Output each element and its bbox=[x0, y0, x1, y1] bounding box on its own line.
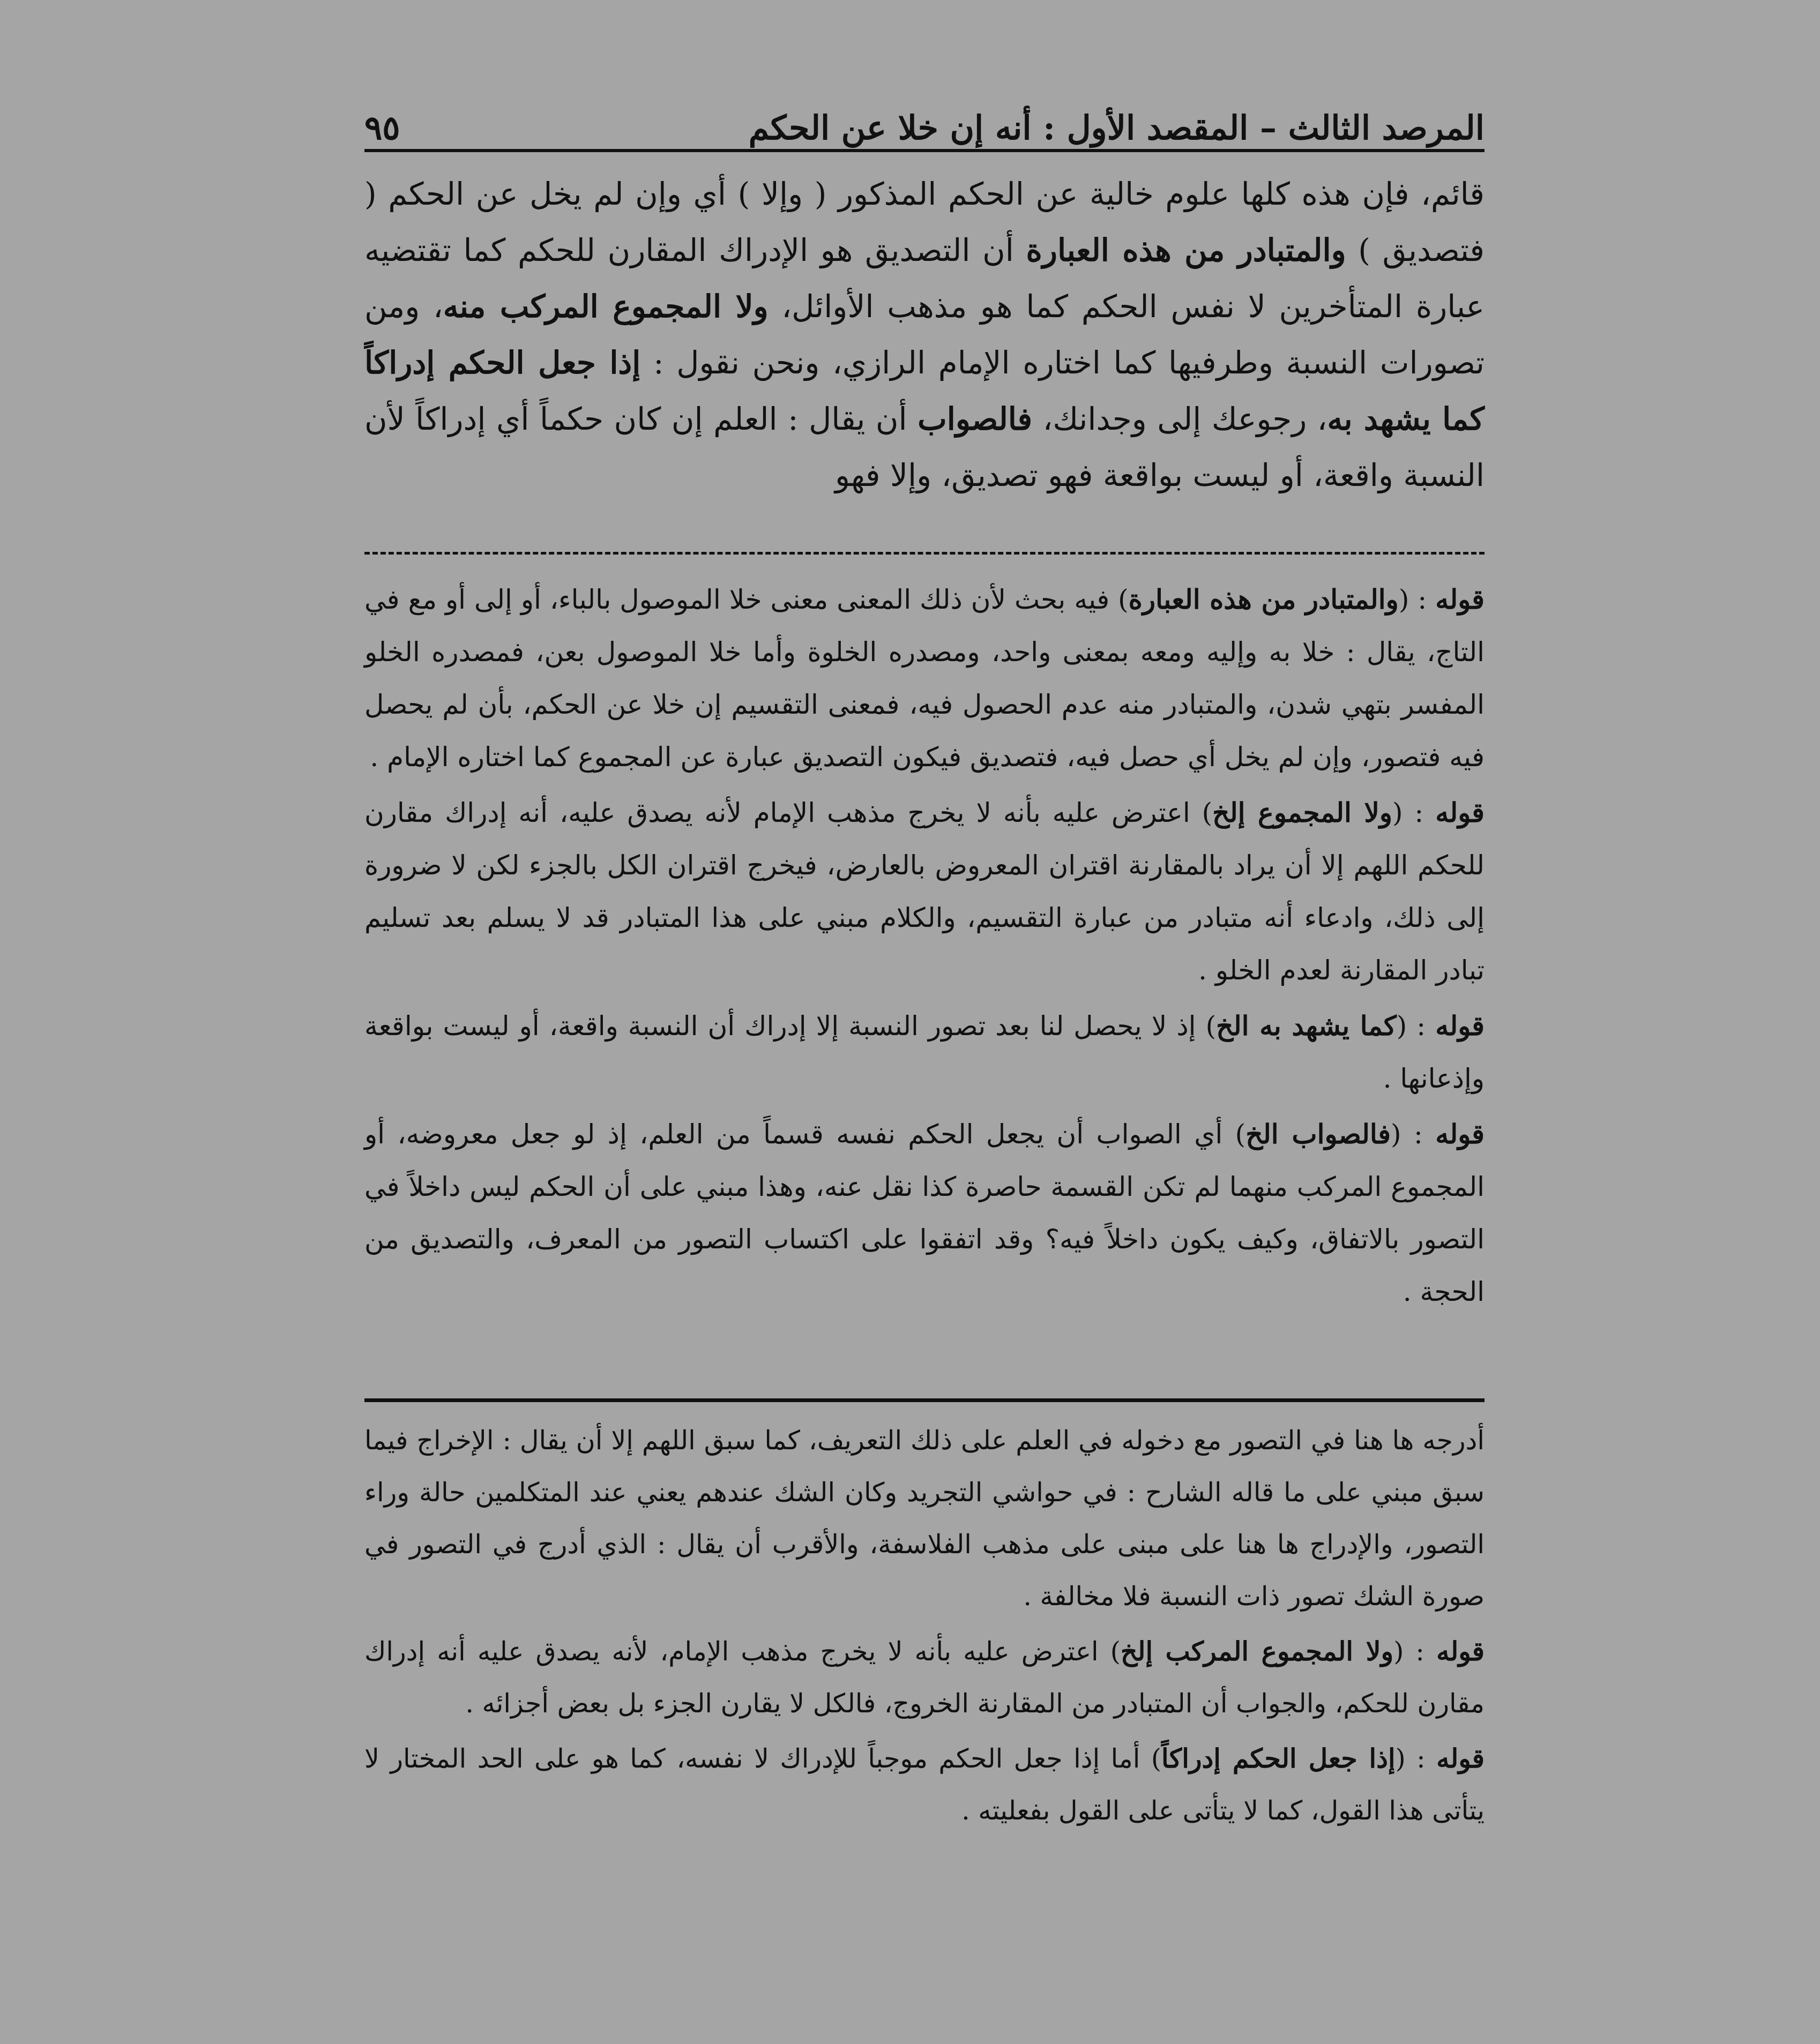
text-run: ) أما إذا جعل الحكم موجباً للإدراك لا نفسه، كما هو على الحد المختار لا يتأتى هذا القول، كما لا يتأتى على القول بفعليته . bbox=[364, 1743, 1485, 1826]
text-run: أدرجه ها هنا في التصور مع دخوله في العلم على ذلك التعريف، كما سبق اللهم إلا أن يقال : الإخراج فيما سبق مبني على ما قاله الشارح : في حواشي التجريد وكان الشك عندهم يعني عند المتكلمين حالة وراء التصور، والإدراج ها هنا على مبنى على مذهب الفلاسفة، والأقرب أن يقال : الذي أدرج في التصور في صورة الشك تصور ذات النسبة فلا مخالفة . bbox=[364, 1425, 1485, 1612]
main-paragraph bbox=[364, 166, 1485, 504]
book-page bbox=[364, 80, 1485, 1929]
commentary-paragraph bbox=[364, 787, 1485, 997]
text-run: ) أي الصواب أن يجعل الحكم نفسه قسماً من العلم، إذ لو جعل معروضه، أو المجموع المركب منهما لم تكن القسمة حاصرة كذا نقل عنه، وهذا مبني على أن الحكم ليس داخلاً في التصور بالاتفاق، وكيف يكون داخلاً فيه؟ وقد اتفقوا على اكتساب التصور من المعرف، والتصديق من الحجة . bbox=[364, 1119, 1485, 1307]
footnote-paragraph bbox=[364, 1626, 1485, 1729]
commentary-paragraph bbox=[364, 1000, 1485, 1105]
commentary-section bbox=[364, 573, 1485, 1321]
bold-text-run: والمتبادر من هذه العبارة bbox=[1128, 583, 1399, 615]
text-run: : ( bbox=[1391, 1119, 1436, 1150]
footnote-paragraph bbox=[364, 1733, 1485, 1837]
bold-text-run: قوله bbox=[1436, 1743, 1485, 1774]
footnote-rule bbox=[364, 1398, 1485, 1402]
page-header bbox=[364, 91, 1485, 145]
text-run: : ( bbox=[1392, 797, 1436, 828]
bold-text-run: قوله bbox=[1435, 797, 1485, 828]
bold-text-run: فالصواب الخ bbox=[1245, 1118, 1391, 1150]
bold-text-run: ولا المجموع المركب إلخ bbox=[1120, 1636, 1394, 1667]
main-text bbox=[364, 166, 1485, 507]
text-run: ) إذ لا يحصل لنا بعد تصور النسبة إلا إدراك أن النسبة واقعة، أو ليست بواقعة وإذعانها . bbox=[364, 1010, 1485, 1094]
bold-text-run: ولا المجموع المركب منه bbox=[443, 288, 769, 325]
text-run: ) فيه بحث لأن ذلك المعنى معنى خلا الموصول بالباء، أو إلى أو مع في التاج، يقال : خلا به وإليه ومعه بمعنى واحد، ومصدره الخلوة وأما خلا الموصول بعن، فمصدره الخلو المفسر بتهي شدن، والمتبادر منه عدم الحصول فيه، فمعنى التقسيم إن خلا عن الحكم، بأن لم يحصل فيه فتصور، وإن لم يخل أي حصل فيه، فتصديق فيكون التصديق عبارة عن المجموع كما اختاره الإمام . bbox=[364, 584, 1485, 773]
bold-text-run: قوله bbox=[1435, 1118, 1485, 1150]
bold-text-run: قوله bbox=[1436, 1636, 1485, 1667]
text-run: : ( bbox=[1398, 584, 1436, 615]
text-run: : ( bbox=[1393, 1636, 1437, 1667]
bold-text-run: كما يشهد به الخ bbox=[1216, 1010, 1397, 1042]
text-run: أن يقال : العلم إن كان حكماً أي إدراكاً لأن النسبة واقعة، أو ليست بواقعة فهو تصديق، وإلا فهو bbox=[364, 401, 1485, 493]
bold-text-run: قوله bbox=[1435, 583, 1485, 615]
bold-text-run: قوله bbox=[1435, 1010, 1485, 1042]
footnote-paragraph bbox=[364, 1414, 1485, 1622]
bold-text-run: والمتبادر من هذه العبارة bbox=[1026, 232, 1346, 268]
text-run: ، رجوعك إلى وجدانك، bbox=[1032, 401, 1327, 437]
text-run: : ( bbox=[1395, 1743, 1437, 1774]
bold-text-run: إذا جعل الحكم إدراكاً كما يشهد به bbox=[364, 345, 1485, 437]
footnotes-section bbox=[364, 1414, 1485, 1840]
text-run: ، ومن تصورات النسبة وطرفيها كما اختاره الإمام الرازي، ونحن نقول : bbox=[364, 288, 1485, 381]
bold-text-run: ولا المجموع إلخ bbox=[1212, 797, 1392, 828]
dashed-separator bbox=[364, 552, 1485, 555]
text-run: : ( bbox=[1396, 1010, 1436, 1042]
commentary-paragraph bbox=[364, 573, 1485, 783]
text-run: قائم، فإن هذه كلها علوم خالية عن الحكم المذكور ( وإلا ) أي وإن لم يخل عن الحكم ( فتصديق ) bbox=[364, 176, 1485, 268]
text-run: ) اعترض عليه بأنه لا يخرج مذهب الإمام لأنه يصدق عليه، أنه إدراك مقارن للحكم اللهم إلا أن يراد بالمقارنة اقتران المعروض بالعارض، فيخرج اقتران الكل بالجزء لكن لا ضرورة إلى ذلك، وادعاء أنه متبادر من عبارة التقسيم، والكلام مبني على هذا المتبادر قد لا يسلم بعد تسليم تبادر المقارنة لعدم الخلو . bbox=[364, 797, 1485, 986]
text-run: ) اعترض عليه بأنه لا يخرج مذهب الإمام، لأنه يصدق عليه أنه إدراك مقارن للحكم، والجواب أن المتبادر من المقارنة الخروج، فالكل لا يقارن الجزء بل بعض أجزائه . bbox=[364, 1636, 1485, 1719]
header-rule bbox=[364, 149, 1485, 152]
commentary-paragraph bbox=[364, 1108, 1485, 1318]
running-header-title: المرصد الثالث – المقصد الأول : أنه إن خلا عن الحكم bbox=[748, 108, 1485, 147]
text-run: أن التصديق هو الإدراك المقارن للحكم كما تقتضيه عبارة المتأخرين لا نفس الحكم كما هو مذهب الأوائل، bbox=[364, 232, 1485, 325]
page-number: ٩٥ bbox=[364, 108, 400, 147]
bold-text-run: فالصواب bbox=[918, 401, 1033, 437]
bold-text-run: إذا جعل الحكم إدراكاً bbox=[1161, 1743, 1396, 1774]
